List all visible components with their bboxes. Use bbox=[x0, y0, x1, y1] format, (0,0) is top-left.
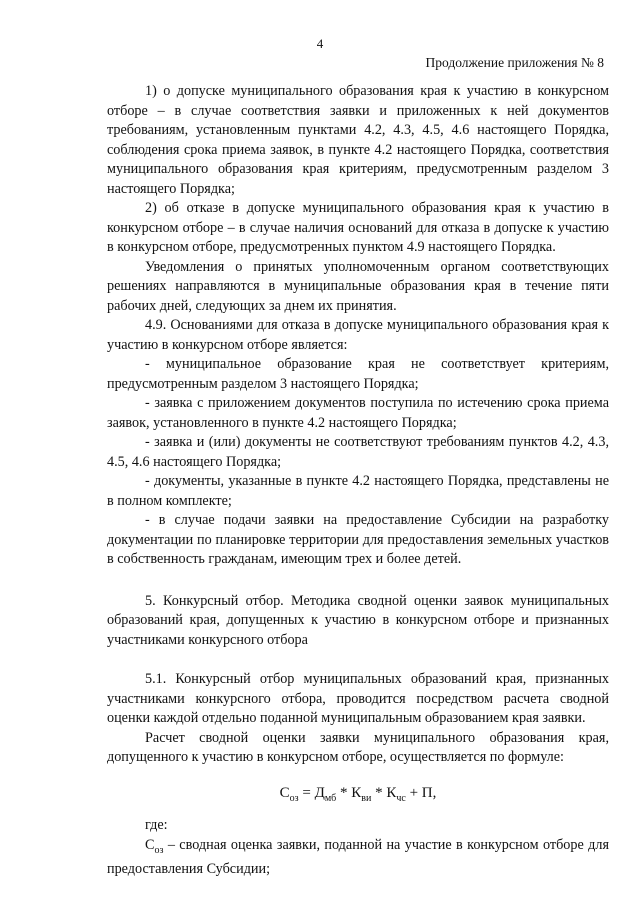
section-5-heading: 5. Конкурсный отбор. Методика сводной оценки заявок муниципальных образований края, допущенных к участию в конкурсном отборе и признанных участниками конкурсного отбора bbox=[107, 592, 609, 648]
list-item-large-families: - в случае подачи заявки на предоставление Субсидии на разработку документации по планировке территории для предоставления земельных участков в собственность гражданам, имеющим трех и более детей. bbox=[107, 512, 609, 567]
paragraph-5-1: 5.1. Конкурсный отбор муниципальных образований края, признанных участниками конкурсного отбора, проводится посредством расчета сводной оценки каждой отдельно поданной муниципальным образованием края заявки. bbox=[107, 671, 609, 726]
list-item-criteria: - муниципальное образование края не соответствует критериям, предусмотренным разделом 3 настоящего Порядка; bbox=[107, 356, 609, 392]
paragraph-refusal: 2) об отказе в допуске муниципального образования края к участию в конкурсном отборе – в случае наличия оснований для отказа в допуске к участию в конкурсном отборе, предусмотренных пунктом 4.9 настоящего Порядка. bbox=[107, 200, 609, 255]
paragraph-admission: 1) о допуске муниципального образования края к участию в конкурсном отборе – в случае соответствия заявки и приложенных к ней документов требованиям, установленным пунктами 4.2, 4.3, 4.5, 4.6 настоящего Порядка, соблюдения срока приема заявок, в пункте 4.2 настоящего Порядка, соответствия муниципального образования края критериям, предусмотренным разделом 3 настоящего Порядка; bbox=[107, 83, 609, 197]
list-item-requirements: - заявка и (или) документы не соответствуют требованиям пунктов 4.2, 4.3, 4.5, 4.6 настоящего Порядка; bbox=[107, 434, 609, 470]
list-item-deadline: - заявка с приложением документов поступила по истечению срока приема заявок, установленного в пункте 4.2 настоящего Порядка; bbox=[107, 395, 609, 431]
paragraph-notifications: Уведомления о принятых уполномоченным органом соответствующих решениях направляются в муниципальные образования края в течение пяти рабочих дней, следующих за днем их принятия. bbox=[107, 258, 609, 314]
document-body bbox=[107, 82, 609, 879]
definition-symbol: С bbox=[145, 836, 155, 853]
page-number: 4 bbox=[316, 36, 324, 51]
definition-text: – сводная оценка заявки, поданной на участие в конкурсном отборе для предоставления Субсидии; bbox=[107, 836, 609, 877]
definition-coz: $С_{оз}$ – сводная оценка заявки, поданной на участие в конкурсном отборе для предоставления Субсидии; bbox=[107, 836, 609, 877]
formula: $С_{оз} = Д_{мб} * К_{ви} * К_{чс} + П$, bbox=[279, 784, 437, 804]
paragraph-formula-intro: Расчет сводной оценки заявки муниципального образования края, допущенного к участию в конкурсном отборе, осуществляется по формуле: bbox=[107, 729, 609, 765]
list-item-incomplete: - документы, указанные в пункте 4.2 настоящего Порядка, представлены не в полном комплекте; bbox=[107, 473, 609, 509]
paragraph-4-9: 4.9. Основаниями для отказа в допуске муниципального образования края к участию в конкурсном отборе является: bbox=[107, 317, 609, 353]
where-label: где: bbox=[145, 817, 168, 833]
appendix-continuation: Продолжение приложения № 8 bbox=[425, 55, 604, 70]
